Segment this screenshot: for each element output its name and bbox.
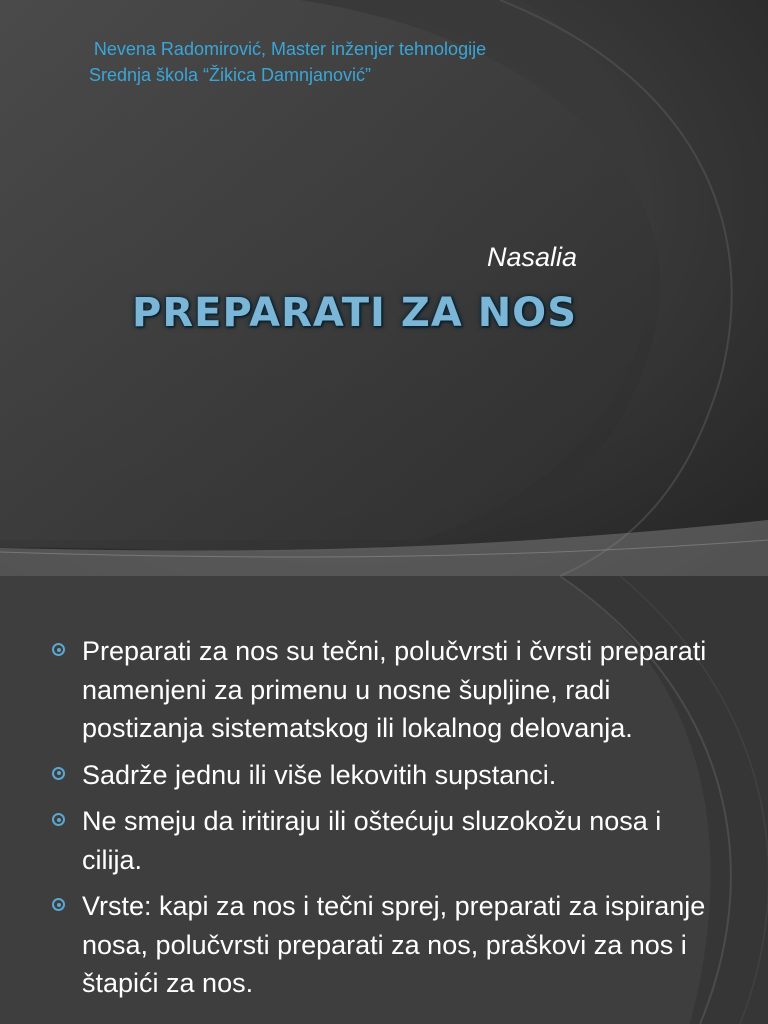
bullet-text: Ne smeju da iritiraju ili oštećuju sluzokožu nosa i cilija. <box>82 806 662 875</box>
bullet-text: Sadrže jednu ili više lekovitih supstanci. <box>82 759 557 790</box>
list-item <box>50 756 710 795</box>
circle-bullet-icon <box>52 813 65 826</box>
list-item <box>50 887 710 1003</box>
content-slide <box>0 576 768 1024</box>
circle-bullet-icon <box>52 898 65 911</box>
slide-title: PREPARATI ZA NOS <box>132 290 577 336</box>
bullet-list <box>50 632 710 1011</box>
list-item <box>50 802 710 879</box>
slide-subtitle: Nasalia <box>486 242 577 272</box>
list-item <box>50 632 710 748</box>
bullet-text: Preparati za nos su tečni, polučvrsti i čvrsti preparati namenjeni za primenu u nosne šupljine, radi postizanja sistematskog ili lokalnog delovanja. <box>82 636 707 743</box>
bullet-text: Vrste: kapi za nos i tečni sprej, preparati za ispiranje nosa, polučvrsti preparati za nos, praškovi za nos i štapići za nos. <box>82 891 706 998</box>
author-school: Srednja škola “Žikica Damnjanović” <box>88 65 372 85</box>
circle-bullet-icon <box>52 767 65 780</box>
circle-bullet-icon <box>52 643 65 656</box>
author-name: Nevena Radomirović, Master inženjer tehnologije <box>93 39 487 59</box>
